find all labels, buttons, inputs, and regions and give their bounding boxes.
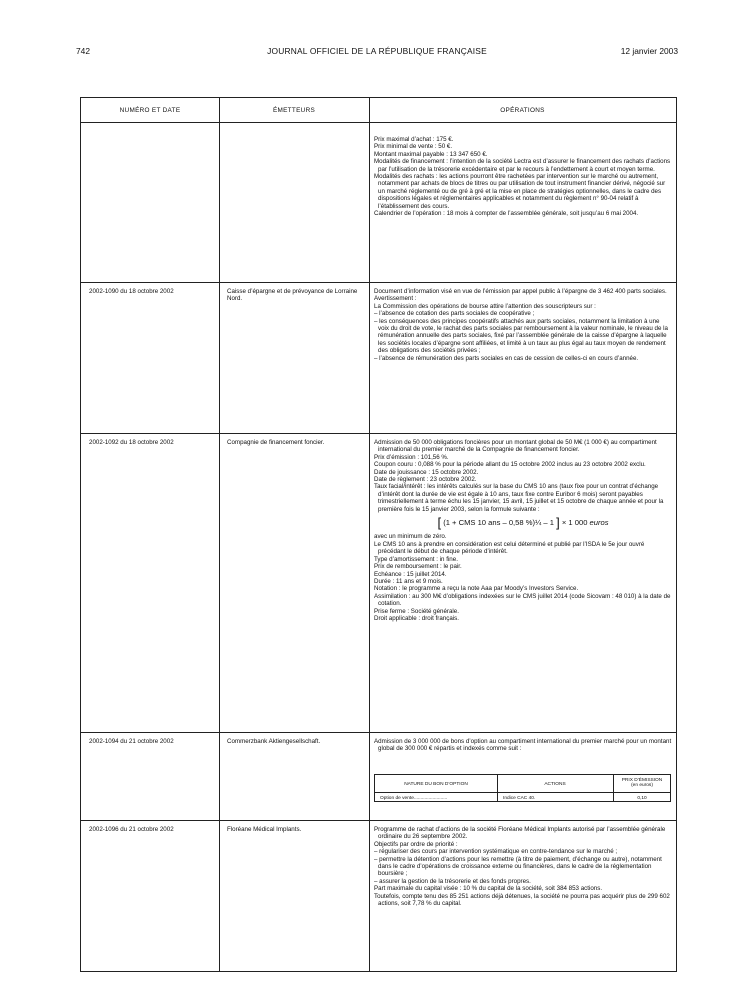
table-row — [374, 738, 672, 753]
ops-line: Document d’information visé en vue de l’émission par appel public à l’épargne de 3 462 400 parts sociales. — [374, 288, 667, 295]
table-row — [374, 136, 672, 217]
header-operations: OPÉRATIONS — [500, 107, 545, 114]
interest-formula — [374, 515, 672, 531]
subtable-cell: Indice CAC 40. — [503, 796, 536, 801]
emetteur: Caisse d’épargne et de prévoyance de Lorraine Nord. — [227, 288, 358, 303]
ops-line: Droit applicable : droit français. — [374, 614, 459, 622]
list-item: – l’absence de rémunération des parts sociales en cas de cession de celles-ci en cours d’année. — [374, 354, 639, 362]
ops-line: Coupon couru : 0,088 % pour la période allant du 15 octobre 2002 inclus au 23 octobre 2002 exclu. — [374, 461, 646, 469]
formula-multiplier: × 1 000 — [561, 518, 590, 528]
column-divider — [497, 775, 498, 801]
option-subtable — [374, 774, 671, 802]
ops-line: Prix maximal d’achat : 175 €. — [374, 136, 454, 143]
ops-line: Admission de 3 000 000 de bons d’option au compartiment international du premier marché pour un montant global de 300 000 € répartis et indexés comme suit : — [374, 738, 672, 753]
ops-line: Toutefois, compte tenu des 85 251 actions déjà détenues, la société ne pourra pas acquérir plus de 299 602 actions, soit 7,78 % du capital. — [374, 892, 670, 908]
ops-line: Prix de remboursement : le pair. — [374, 563, 462, 571]
operations-table — [80, 97, 677, 972]
column-divider — [369, 98, 370, 971]
ops-line: avec un minimum de zéro. — [374, 533, 447, 541]
subtable-header-label: PRIX D’ÉMISSION — [621, 778, 663, 783]
ops-line: Calendrier de l’opération : 18 mois à compter de l’assemblée générale, soit jusqu’au 6 mai 2004. — [374, 210, 639, 218]
ops-line: Avertissement : — [374, 295, 417, 303]
row-divider — [81, 732, 676, 733]
header-emetteurs: ÉMETTEURS — [272, 107, 316, 114]
list-item: – assurer la gestion de la trésorerie et des fonds propres. — [374, 877, 531, 885]
emetteur: Commerzbank Aktiengesellschaft. — [227, 738, 321, 745]
row-divider — [81, 282, 676, 283]
ops-line: Montant maximal payable : 13 347 650 €. — [374, 150, 488, 158]
ops-line: Date de règlement : 23 octobre 2002. — [374, 476, 477, 484]
table-row — [374, 288, 672, 362]
emetteur: Floréane Médical Implants. — [227, 826, 302, 833]
ops-line: Admission de 50 000 obligations foncières pour un montant global de 50 M€ (1 000 €) au compartiment international du premier marché de la Compagnie de financement foncier. — [374, 439, 657, 454]
ops-line: Modalités de financement : l’intention de la société Lectra est d’assurer le financement des rachats d’actions par l’utilisation de la trésorerie excédentaire et par le recours à l’endettement à court et moyen terme. — [374, 158, 671, 173]
list-item: – les conséquences des principes coopératifs attachés aux parts sociales, notamment la limitation à une voix du droit de vote, le rachat des parts sociales par remboursement à la valeur nominale, le niveau de la rémunération annuelle des parts sociales, fixé par l’assemblée générale de la caisse d’épargne à laquelle les sociétés locales d’épargne sont affiliées, et limité à un taux au plus égal au taux moyen de rendement des obligations des sociétés privées ; — [374, 317, 668, 355]
ops-line: Prise ferme : Société générale. — [374, 607, 459, 615]
subtable-cell: Option de vente......................... — [380, 796, 448, 801]
ops-line: La Commission des opérations de bourse attire l’attention des souscripteurs sur : — [374, 302, 596, 310]
ops-line: Assimilation : au 300 M€ d’obligations indexées sur le CMS juillet 2014 (code Sicovam : 48 010) à la date de cotation. — [374, 592, 671, 608]
row-divider — [81, 820, 676, 821]
subtable-header: ACTIONS — [544, 782, 566, 787]
list-item: – permettre la détention d’actions pour les remettre (à titre de paiement, d’échange ou autre), notamment dans le cadre d’opérations de croissance externe ou financières, dans le cadre de la réglementation boursière ; — [374, 855, 662, 878]
issue-date: 12 janvier 2003 — [620, 46, 678, 56]
row-divider — [81, 122, 676, 123]
ops-line: Date de jouissance : 15 octobre 2002. — [374, 468, 479, 476]
numero-date: 2002-1090 du 18 octobre 2002 — [89, 288, 174, 295]
formula-body: (1 + CMS 10 ans – 0,58 %)¼ – 1 — [443, 518, 554, 528]
page-number: 742 — [76, 46, 90, 56]
ops-line: Objectifs par ordre de priorité : — [374, 840, 458, 848]
ops-line: Type d’amortissement : in fine. — [374, 555, 458, 563]
ops-line: Echéance : 15 juillet 2014. — [374, 570, 447, 578]
ops-line: Modalités des rachats : les actions pourront être rachetées par intervention sur le marché ou autrement, notamment par achats de blocs de titres ou par utilisation de tout instrument financier dérivé, négocié sur un marché réglementé ou de gré à gré et la mise en place de stratégies optionnelles, dans le cadre des dispositions légales et réglementaires applicables et notamment du règlement n° 90-04 relatif à l’établissement des cours. — [374, 173, 666, 210]
emetteur: Compagnie de financement foncier. — [227, 439, 325, 446]
formula-bracket: ] — [556, 515, 560, 531]
subtable-header: NATURE DU BON D’OPTION — [404, 782, 468, 787]
numero-date: 2002-1096 du 21 octobre 2002 — [89, 826, 174, 833]
subtable-header — [613, 778, 671, 788]
ops-line: Durée : 11 ans et 9 mois. — [374, 577, 443, 585]
journal-title: JOURNAL OFFICIEL DE LA RÉPUBLIQUE FRANÇAISE — [267, 46, 487, 56]
header-numero: NUMÉRO ET DATE — [119, 107, 181, 114]
page-header — [76, 46, 678, 60]
table-row — [374, 439, 672, 622]
ops-line: Prix minimal de vente : 50 €. — [374, 143, 453, 151]
ops-line: Prix d’émission : 101,56 %. — [374, 453, 449, 461]
subtable-header-unit: (en euros) — [631, 783, 653, 788]
subtable-cell: 0,10 — [637, 796, 647, 801]
numero-date: 2002-1094 du 21 octobre 2002 — [89, 738, 174, 745]
ops-line: Notation : le programme a reçu la note Aaa par Moody’s Investors Service. — [374, 585, 579, 593]
table-row — [374, 826, 672, 907]
column-divider — [219, 98, 220, 971]
ops-line: Le CMS 10 ans à prendre en considération est celui déterminé et publié par l’ISDA le 5e jour ouvré précédant le début de chaque période d’intérêt. — [374, 540, 645, 556]
list-item: – l’absence de cotation des parts sociales de coopérative ; — [374, 310, 535, 318]
ops-line: Part maximale du capital visée : 10 % du capital de la société, soit 384 853 actions. — [374, 885, 603, 893]
row-divider — [81, 433, 676, 434]
formula-bracket: [ — [437, 515, 442, 531]
ops-line: Programme de rachat d’actions de la société Floréane Médical Implants autorisé par l’assemblée générale ordinaire du 26 septembre 2002. — [374, 826, 666, 841]
ops-line: Taux facial/intérêt : les intérêts calculés sur la base du CMS 10 ans (taux fixe pour un contrat d’échange d’intérêt dont la durée de vie est égale à 10 ans, taux fixe contre Euribor 6 mois) seront payables trimestriellement à terme échu les 15 janvier, 15 avril, 15 juillet et 15 octobre de chaque année et pour la première fois le 15 janvier 2003, selon la formule suivante : — [374, 483, 664, 513]
formula-unit: euros — [589, 518, 609, 528]
list-item: – régulariser des cours par intervention systématique en contre-tendance sur le marché ; — [374, 848, 618, 856]
row-divider — [375, 792, 670, 793]
numero-date: 2002-1092 du 18 octobre 2002 — [89, 439, 174, 446]
